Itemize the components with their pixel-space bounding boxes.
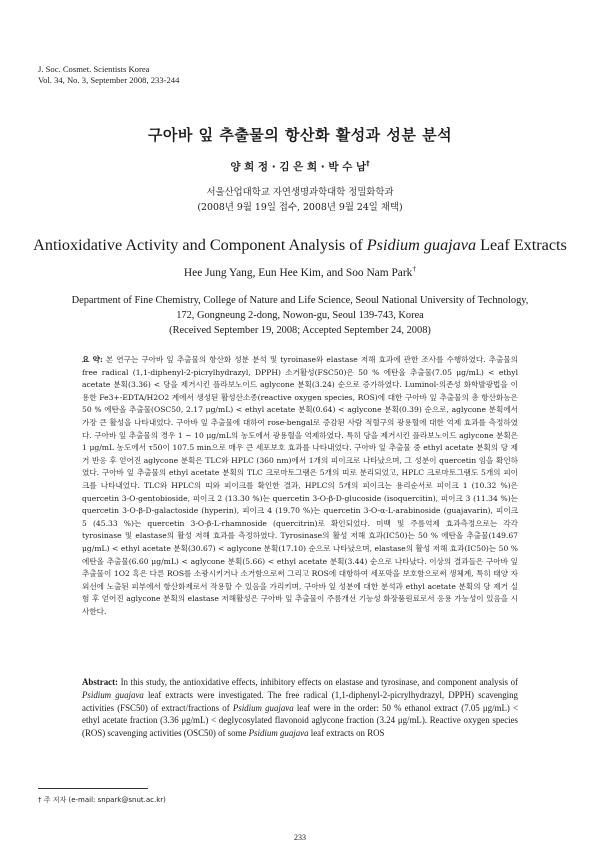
english-title-post: Leaf Extracts [476, 236, 567, 254]
english-affiliation-block [0, 293, 600, 339]
korean-affiliation: 서울산업대학교 자연생명과학대학 정밀화학과 [206, 187, 394, 198]
korean-author-names: 양 희 정 · 김 은 희 · 박 수 남 [230, 161, 367, 173]
footnote-divider [38, 788, 148, 789]
english-abstract-species-a: Psidium guajava [82, 689, 144, 700]
english-affiliation-line2: 172, Gongneung 2-dong, Nowon-gu, Seoul 139-743, Korea [176, 310, 424, 322]
korean-affiliation-block [0, 185, 600, 215]
page-number: 233 [294, 833, 306, 842]
english-author-mark: † [412, 264, 417, 273]
english-authors [0, 264, 600, 279]
journal-name: J. Soc. Cosmet. Scientists Korea [38, 64, 150, 74]
english-affiliation-line1: Department of Fine Chemistry, College of Nature and Life Science, Seoul National University of Technology, [71, 295, 529, 306]
english-abstract-species-c: Psidium guajava [248, 728, 309, 739]
english-dates: (Received September 19, 2008; Accepted September 24, 2008) [169, 325, 431, 337]
journal-citation [38, 64, 179, 86]
english-abstract-text-a: In this study, the antioxidative effects, inhibitory effects on elastase and tyrosinase, and component analysis of [117, 677, 518, 687]
footnote: † 주 저자 (e-mail: snpark@snut.ac.kr) [38, 796, 166, 804]
korean-authors [0, 159, 600, 174]
english-abstract-text-b: leaf extracts were investigated. The free radical (1,1-diphenyl-2-picrylhydrazyl, DPPH) scavenging activities (FSC50) of extract/fractions of [82, 689, 518, 713]
english-title-species: Psidium guajava [366, 236, 477, 254]
korean-abstract-label: 요 약: [82, 355, 103, 364]
english-title [0, 236, 600, 255]
english-abstract [82, 676, 518, 740]
english-abstract-text-d: leaf extracts on ROS [308, 728, 385, 739]
korean-dates: (2008년 9월 19일 접수, 2008년 9월 24일 채택) [197, 202, 403, 213]
journal-volume: Vol. 34, No. 3, September 2008, 233-244 [38, 75, 180, 85]
english-abstract-label: Abstract: [82, 677, 118, 687]
korean-author-mark: † [366, 159, 370, 168]
korean-abstract-text: 본 연구는 구아바 잎 추출물의 항산화 성분 분석 및 tyroinase와 elastase 저해 효과에 관한 조사를 수행하였다. 추출물의 free radical (1,1-diphenyl-2-picrylhydrazyl, DPPH) 소거활성(FSC50)은 50 % 에탄올 추출물(7.05 μg/mL) < ethyl acetate 분획(3.36) < 당을 제거시킨 플라보노이드 aglycone 분획(3.24) 순으로 증가하였다. Luminol-의존성 화학발광법을 이용한 Fe3+-EDTA/H2O2 계에서 생성된 활성산소종(reactive oxygen species, ROS)에 대한 구아바 잎 추출물의 총 항산화능은 50 % 에탄올 추출물(OSC50, 2.17 μg/mL) < ethyl acetate 분획(0.64) < aglycone 분획(0.39) 순으로, aglycone 분획에서 가장 큰 활성을 나타내었다. 구아바 잎 추출물에 대하여 rose-bengal로 증감된 사람 적혈구의 광용혈에 대한 억제 효과를 측정하였다. 구아바 잎 추출물의 경우 1 ~ 10 μg/mL의 농도에서 광용혈을 억제하였다. 특히 당을 제거시킨 플라보노이드 aglycone 분획은 1 μg/mL 농도에서 τ50이 107.5 min으로 매우 큰 세포보호 효과를 나타내었다. 구아바 잎 추출물 중 ethyl acetate 분획의 당 제거 반응 후 얻어진 aglycone 분획은 TLC와 HPLC (360 nm)에서 1개의 피이크로 나타났으며, 그 성분이 quercetin 임을 확인하였다. 구아바 잎 추출물의 ethyl acetate 분획의 TLC 크로마토그램은 5개의 띠로 분리되었고, HPLC 크로마토그램도 5개의 피이크를 나타내었다. TLC와 HPLC의 띠와 피이크를 확인한 결과, HPLC의 5개의 피이크는 용리순서로 피이크 1 (10.32 %)은 quercetin 3-O-gentobioside, 피이크 2 (13.30 %)는 quercetin 3-O-β-D-glucoside (isoquercitin), 피이크 3 (11.34 %)는 quercetin 3-O-β-D-galactoside (hyperin), 피이크 4 (19.70 %)는 quercetin 3-O-α-L-arabinoside (guajavarin), 피이크 5 (45.33 %)는 quercetin 3-O-β-L-rhamnoside (quercitrin)로 확인되었다. 미백 및 주름억제 효과측정으로는 각각 tyrosinase 및 elastase의 활성 저해 효과를 측정하였다. Tyrosinase의 활성 저해 효과(IC50)는 50 % 에탄올 추출물(149.67 μg/mL) < ethyl acetate 분획(30.67) < aglycone 분획(17.10) 순으로 나타났으며, elastase의 활성 저해 효과(IC50)는 50 % 에탄올 추출물(6.60 μg/mL) < aglycone 분획(5.66) < ethyl acetate 분획(3.44) 순으로 나타났다. 이상의 결과들은 구아바 잎 추출물이 1O2 혹은 다른 ROS를 소광시키거나 소거함으로써 그리고 ROS에 대항하여 세포막을 보호함으로써 생체계, 특히 태양 자외선에 노출된 피부에서 항산화제로서 작용할 수 있음을 가리키며, 구아바 잎 성분에 대한 분석과 ethyl acetate 분획의 당 제거 실험 후 얻어진 aglycone 분획의 elastase 저해활성은 구아바 잎 추출물이 주름개선 기능성 화장품원료로서 응용 가능성이 있음을 시사한다. [82, 355, 518, 616]
korean-title: 구아바 잎 추출물의 항산화 활성과 성분 분석 [147, 126, 453, 144]
english-abstract-text-c: leaf were in the order: 50 % ethanol extract (7.05 μg/mL) < ethyl acetate fraction (3.36 μg/mL) < deglycosylated flavonoid aglycone fraction (3.24 μg/mL). Reactive oxygen species (ROS) scavenging activities (OSC50) of some [82, 702, 518, 739]
english-abstract-species-b: Psidium guajava [232, 702, 294, 713]
korean-abstract [82, 354, 518, 618]
english-author-names: Hee Jung Yang, Eun Hee Kim, and Soo Nam Park [183, 266, 413, 279]
english-title-pre: Antioxidative Activity and Component Analysis of [33, 236, 367, 254]
